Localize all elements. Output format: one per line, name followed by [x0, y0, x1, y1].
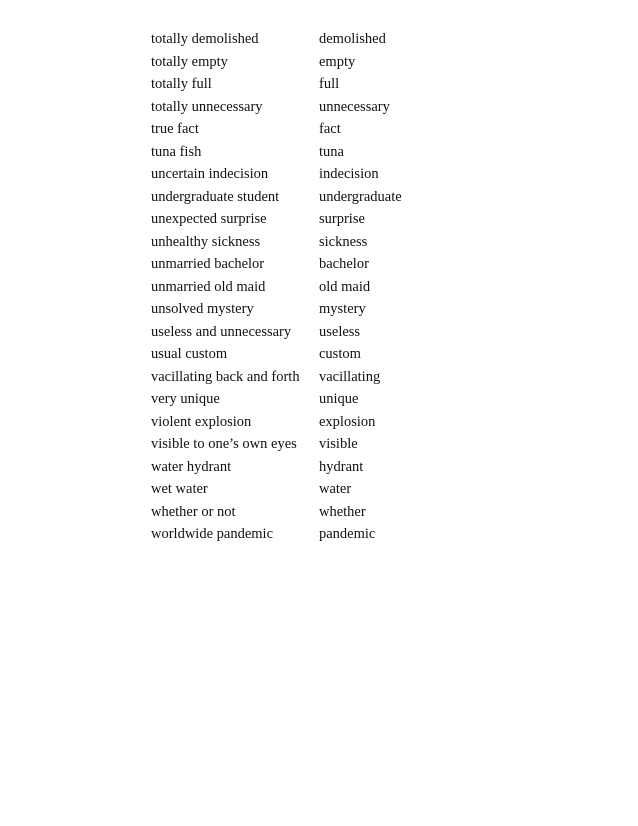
- table-row: [151, 523, 479, 546]
- table-row: [151, 231, 479, 254]
- concise-word-cell: unnecessary: [319, 98, 390, 115]
- redundant-phrase-cell: true fact: [151, 121, 199, 137]
- redundant-phrase-cell: unmarried bachelor: [151, 256, 265, 272]
- table-row: [151, 433, 479, 456]
- concise-word-cell: undergraduate: [319, 188, 402, 205]
- redundant-phrase-cell: usual custom: [151, 346, 228, 362]
- concise-word-cell: empty: [319, 53, 356, 70]
- concise-word-cell: indecision: [319, 166, 379, 182]
- redundant-phrase-cell: uncertain indecision: [151, 166, 269, 182]
- table-row: [151, 163, 479, 186]
- table-row: [151, 321, 479, 344]
- table-row: [151, 186, 479, 209]
- table-row: [151, 73, 479, 96]
- table-row: [151, 118, 479, 141]
- concise-word-cell: whether: [319, 503, 366, 520]
- redundant-phrase-cell: water hydrant: [151, 458, 232, 475]
- redundant-phrase-cell: unsolved mystery: [151, 301, 254, 317]
- redundant-phrase-cell: vacillating back and forth: [151, 368, 300, 385]
- concise-word-cell: useless: [319, 323, 361, 340]
- table-row: [151, 478, 479, 501]
- redundancy-table-body: [151, 28, 479, 546]
- table-row: [151, 298, 479, 321]
- concise-word-cell: mystery: [319, 301, 366, 317]
- concise-word-cell: surprise: [319, 211, 365, 227]
- concise-word-cell: sickness: [319, 233, 368, 250]
- concise-word-cell: hydrant: [319, 458, 364, 475]
- redundant-phrase-cell: unhealthy sickness: [151, 233, 261, 250]
- redundant-phrase-cell: tuna fish: [151, 143, 202, 160]
- concise-word-cell: fact: [319, 121, 341, 137]
- table-row: [151, 388, 479, 411]
- table-row: [151, 366, 479, 389]
- redundant-phrase-cell: undergraduate student: [151, 188, 280, 205]
- redundancy-table: [151, 28, 479, 546]
- redundant-phrase-cell: very unique: [151, 391, 220, 407]
- redundant-phrase-cell: totally unnecessary: [151, 98, 263, 115]
- redundant-phrase-cell: worldwide pandemic: [151, 526, 274, 542]
- concise-word-cell: tuna: [319, 143, 344, 160]
- redundant-phrase-cell: wet water: [151, 481, 208, 497]
- table-row: [151, 141, 479, 164]
- redundant-phrase-cell: useless and unnecessary: [151, 323, 292, 340]
- concise-word-cell: water: [319, 481, 352, 497]
- redundant-phrase-cell: visible to one’s own eyes: [151, 436, 297, 452]
- redundant-phrase-cell: violent explosion: [151, 413, 252, 430]
- concise-word-cell: visible: [319, 436, 358, 452]
- concise-word-cell: full: [319, 76, 340, 92]
- table-row: [151, 96, 479, 119]
- table-row: [151, 343, 479, 366]
- redundant-phrase-cell: unexpected surprise: [151, 211, 267, 227]
- table-row: [151, 253, 479, 276]
- concise-word-cell: old maid: [319, 278, 371, 295]
- concise-word-cell: pandemic: [319, 526, 376, 542]
- redundant-phrase-cell: totally full: [151, 76, 212, 92]
- table-row: [151, 208, 479, 231]
- table-row: [151, 456, 479, 479]
- concise-word-cell: explosion: [319, 413, 376, 430]
- table-row: [151, 411, 479, 434]
- redundant-phrase-cell: totally demolished: [151, 31, 259, 47]
- concise-word-cell: unique: [319, 391, 359, 407]
- redundant-phrase-cell: unmarried old maid: [151, 278, 266, 295]
- concise-word-cell: demolished: [319, 31, 386, 47]
- table-row: [151, 501, 479, 524]
- redundant-phrase-cell: totally empty: [151, 53, 228, 70]
- concise-word-cell: vacillating: [319, 368, 381, 385]
- table-row: [151, 51, 479, 74]
- concise-word-cell: custom: [319, 346, 361, 362]
- table-row: [151, 28, 479, 51]
- concise-word-cell: bachelor: [319, 256, 369, 272]
- table-row: [151, 276, 479, 299]
- redundant-phrase-cell: whether or not: [151, 503, 236, 520]
